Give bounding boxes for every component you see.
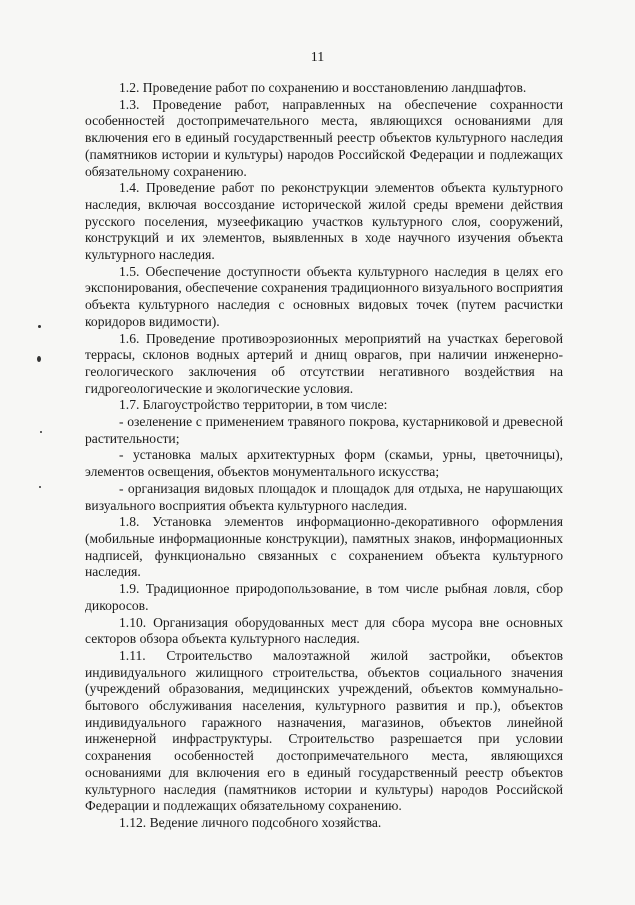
scan-speck	[38, 325, 41, 328]
paragraph-1-2: 1.2. Проведение работ по сохранению и восстановлению ландшафтов.	[119, 80, 527, 95]
paragraph-1-12: 1.12. Ведение личного подсобного хозяйства.	[119, 814, 382, 830]
paragraph-1-7: 1.7. Благоустройство территории, в том числе:	[119, 397, 388, 413]
paragraph-1-3: 1.3. Проведение работ, направленных на обеспечение сохранности особенностей достопримечательного места, являющихся основаниями для включения его в единый государственный реестр объектов культурного наследия (памятников истории и культуры) народов Российской Федерации и подлежащих обязательному сохранению.	[85, 96, 563, 179]
document-body	[85, 80, 563, 832]
paragraph-1-8: 1.8. Установка элементов информационно-декоративного оформления (мобильные информационные конструкции), памятных знаков, информационных надписей, функционально связанных с сохранением объекта культурного наследия.	[85, 514, 563, 580]
scan-speck	[40, 431, 42, 433]
scan-speck	[39, 486, 41, 488]
page-number: 11	[310, 50, 325, 65]
paragraph-1-10: 1.10. Организация оборудованных мест для сбора мусора вне основных секторов обзора объекта культурного наследия.	[85, 614, 563, 647]
paragraph-1-11: 1.11. Строительство малоэтажной жилой застройки, объектов индивидуального жилищного строительства, объектов социального значения (учреждений образования, медицинских учреждений, объектов коммунально-бытового обслуживания населения, культурного развития и пр.), объектов индивидуального гаражного назначения, магазинов, объектов линейной инженерной инфраструктуры. Строительство разрешается при условии сохранения особенностей достопримечательного места, являющихся основаниями для включения его в единый государственный реестр объектов культурного наследия (памятников истории и культуры) народов Российской Федерации и подлежащих обязательному сохранению.	[85, 647, 563, 814]
list-item-viewpoints: - организация видовых площадок и площадок для отдыха, не нарушающих визуального восприятия объекта культурного наследия.	[85, 480, 563, 513]
list-item-greening: - озеленение с применением травяного покрова, кустарниковой и древесной растительности;	[85, 414, 563, 446]
scan-speck	[37, 356, 41, 362]
paragraph-1-5: 1.5. Обеспечение доступности объекта культурного наследия в целях его экспонирования, обеспечение сохранения традиционного визуального восприятия объекта культурного наследия с основных видовых точек (путем расчистки коридоров видимости).	[85, 263, 563, 329]
paragraph-1-4: 1.4. Проведение работ по реконструкции элементов объекта культурного наследия, включая воссоздание исторической жилой среды времени действия русского поселения, музеефикацию участков культурного слоя, сооружений, конструкций и их элементов, выявленных в ходе научного изучения объекта культурного наследия.	[85, 180, 563, 263]
paragraph-1-9: 1.9. Традиционное природопользование, в том числе рыбная ловля, сбор дикоросов.	[85, 581, 563, 613]
paragraph-1-6: 1.6. Проведение противоэрозионных мероприятий на участках береговой террасы, склонов водных артерий и днищ оврагов, при наличии инженерно-геологического заключения об отсутствии негативного воздействия на гидрогеологические и экологические условия.	[85, 330, 563, 396]
list-item-small-forms: - установка малых архитектурных форм (скамьи, урны, цветочницы), элементов освещения, объектов монументального искусства;	[85, 447, 563, 480]
